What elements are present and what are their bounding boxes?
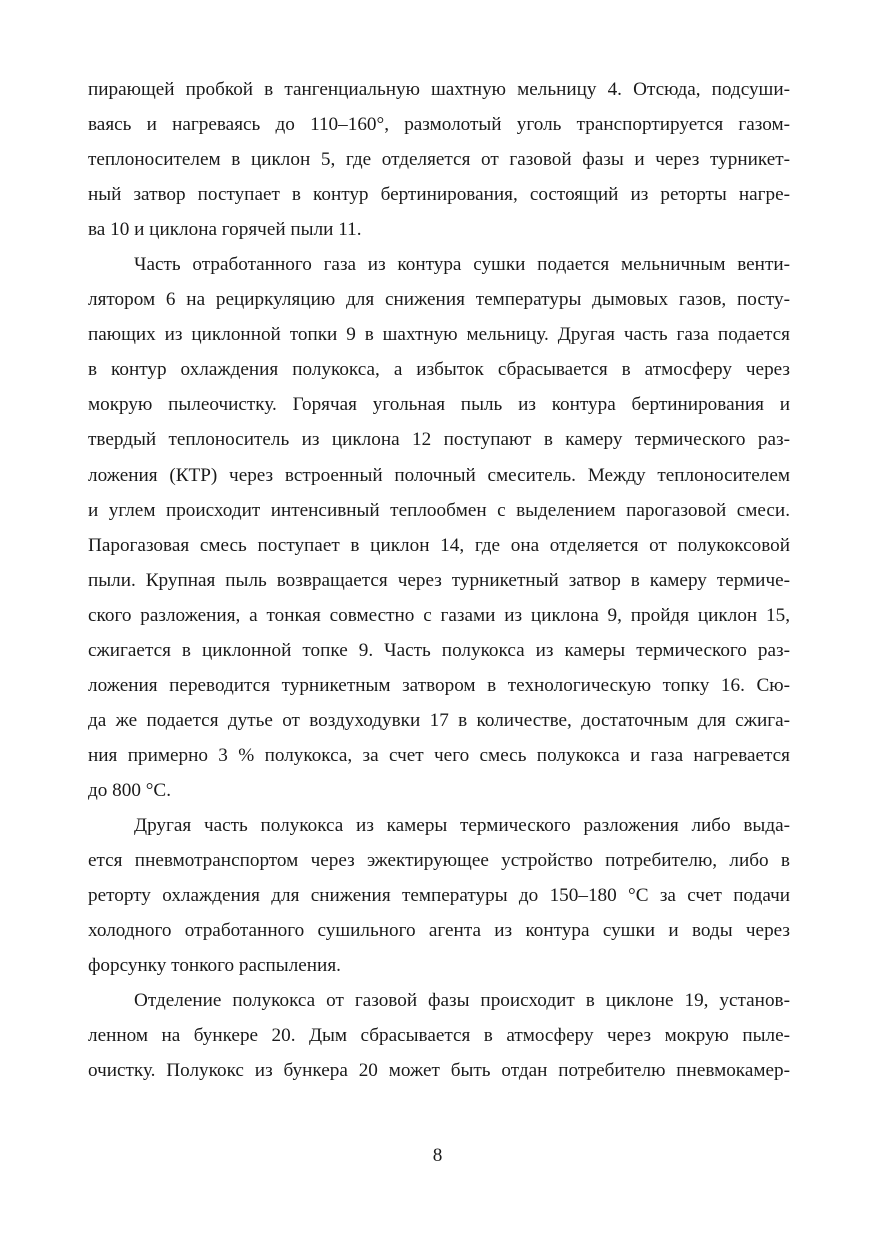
text-line: лятором 6 на рециркуляцию для снижения температуры дымовых газов, посту- [88,289,790,311]
text-line: Часть отработанного газа из контура сушки подается мельничным венти- [134,254,790,276]
text-line: ваясь и нагреваясь до 110–160°, размолотый уголь транспортируется газом- [88,114,790,136]
text-line: ложения (КТР) через встроенный полочный смеситель. Между теплоносителем [88,464,790,486]
text-line: ского разложения, а тонкая совместно с газами из циклона 9, пройдя циклон 15, [88,604,790,626]
text-line: Парогазовая смесь поступает в циклон 14, где она отделяется от полукоксовой [88,534,790,556]
text-line: пающих из циклонной топки 9 в шахтную мельницу. Другая часть газа подается [88,324,790,346]
text-line: ный затвор поступает в контур бертинирования, состоящий из реторты нагре- [88,184,790,206]
text-line: ложения переводится турникетным затвором в технологическую топку 16. Сю- [88,674,790,696]
text-line: твердый теплоноситель из циклона 12 поступают в камеру термического раз- [88,429,790,451]
text-line: Другая часть полукокса из камеры термического разложения либо выда- [134,814,790,836]
text-line: ленном на бункере 20. Дым сбрасывается в атмосферу через мокрую пыле- [88,1025,790,1047]
text-line: до 800 °С. [88,779,171,801]
page-number: 8 [432,1145,443,1166]
text-line: реторту охлаждения для снижения температуры до 150–180 °С за счет подачи [88,885,790,907]
text-line: форсунку тонкого распыления. [88,955,341,977]
text-line: пирающей пробкой в тангенциальную шахтную мельницу 4. Отсюда, подсуши- [88,79,790,100]
text-line: сжигается в циклонной топке 9. Часть полукокса из камеры термического раз- [88,639,790,661]
text-line: ется пневмотранспортом через эжектирующее устройство потребителю, либо в [88,850,790,872]
text-line: и углем происходит интенсивный теплообмен с выделением парогазовой смеси. [88,499,790,521]
text-line: очистку. Полукокс из бункера 20 может быть отдан потребителю пневмокамер- [88,1060,790,1082]
text-line: пыли. Крупная пыль возвращается через турникетный затвор в камеру термиче- [88,569,790,591]
text-line: да же подается дутье от воздуходувки 17 в количестве, достаточным для сжига- [88,709,790,731]
text-line: в контур охлаждения полукокса, а избыток сбрасывается в атмосферу через [88,359,790,381]
text-line: ва 10 и циклона горячей пыли 11. [88,219,362,241]
text-line: теплоносителем в циклон 5, где отделяется от газовой фазы и через турникет- [88,149,790,171]
text-line: ния примерно 3 % полукокса, за счет чего смесь полукокса и газа нагревается [88,744,790,766]
text-line: холодного отработанного сушильного агента из контура сушки и воды через [88,920,790,942]
text-line: мокрую пылеочистку. Горячая угольная пыль из контура бертинирования и [88,394,790,416]
body-text [88,72,790,1088]
text-line: Отделение полукокса от газовой фазы происходит в циклоне 19, установ- [134,990,790,1012]
